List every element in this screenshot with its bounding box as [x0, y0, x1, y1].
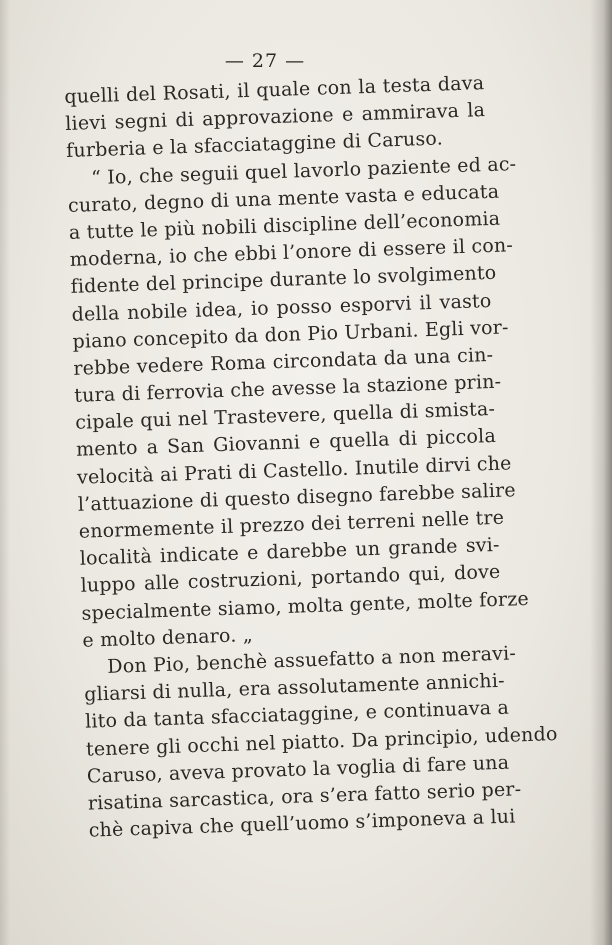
text-line: piano concepito da don Pio Urbani. Egli vor- [72, 316, 509, 353]
text-line: cipale qui nel Trastevere, quella di smista- [74, 398, 496, 435]
text-line: enormemente il prezzo dei terreni nelle tre [78, 506, 505, 543]
body-text [64, 70, 558, 845]
text-line: tenere gli occhi nel piatto. Da principio, udendo [85, 722, 558, 761]
text-line: tura di ferrovia che avesse la stazione prin- [73, 370, 502, 407]
text-line: mento a San Giovanni e quella di piccola [75, 425, 497, 462]
text-line: l’attuazione di questo disegno farebbe salire [77, 479, 517, 516]
text-line: velocità ai Prati di Castello. Inutile dirvi che [76, 452, 512, 489]
page-number: — 27 — [224, 50, 306, 72]
text-line: a tutte le più nobili discipline dell’economia [68, 207, 501, 244]
text-line: chè capiva che quell’uomo s’imponeva a lui [88, 805, 516, 842]
text-line: fidente del principe durante lo svolgimento [70, 262, 497, 299]
text-line: della nobile idea, io posso esporvi il vasto [71, 289, 492, 326]
text-line: rebbe vedere Roma circondata da una cin- [73, 343, 494, 380]
text-line: specialmente siamo, molta gente, molte forze [81, 587, 530, 625]
text-line: furberia e la sfacciataggine di Caruso. [65, 127, 444, 163]
text-line: lievi segni di approvazione e ammirava la [64, 99, 486, 136]
text-line: Don Pio, benchè assuefatto a non meravi- [106, 642, 517, 678]
text-line: località indicate e darebbe un grande svi- [79, 534, 500, 570]
text-line: risatina sarcastica, ora s’era fatto serio per- [87, 778, 522, 815]
text-line: lito da tanta sfacciataggine, e continuava a [84, 696, 510, 733]
text-line: “ Io, che seguii quel lavorlo paziente ed ac- [90, 152, 517, 189]
text-line: luppo alle costruzioni, portando qui, dove [80, 561, 501, 598]
page-spine-shadow [590, 0, 612, 945]
text-line: curato, degno di una mente vasta e educata [67, 180, 500, 217]
text-line: quelli del Rosati, il quale con la testa dava [64, 72, 485, 108]
page-left-shadow [0, 0, 10, 945]
text-line: e molto denaro. „ [82, 623, 254, 652]
text-line: Caruso, aveva provato la voglia di fare una [86, 751, 510, 788]
text-line: moderna, io che ebbi l’onore di essere il con- [69, 234, 514, 272]
text-line: gliarsi di nulla, era assolutamente annichi- [83, 669, 506, 706]
